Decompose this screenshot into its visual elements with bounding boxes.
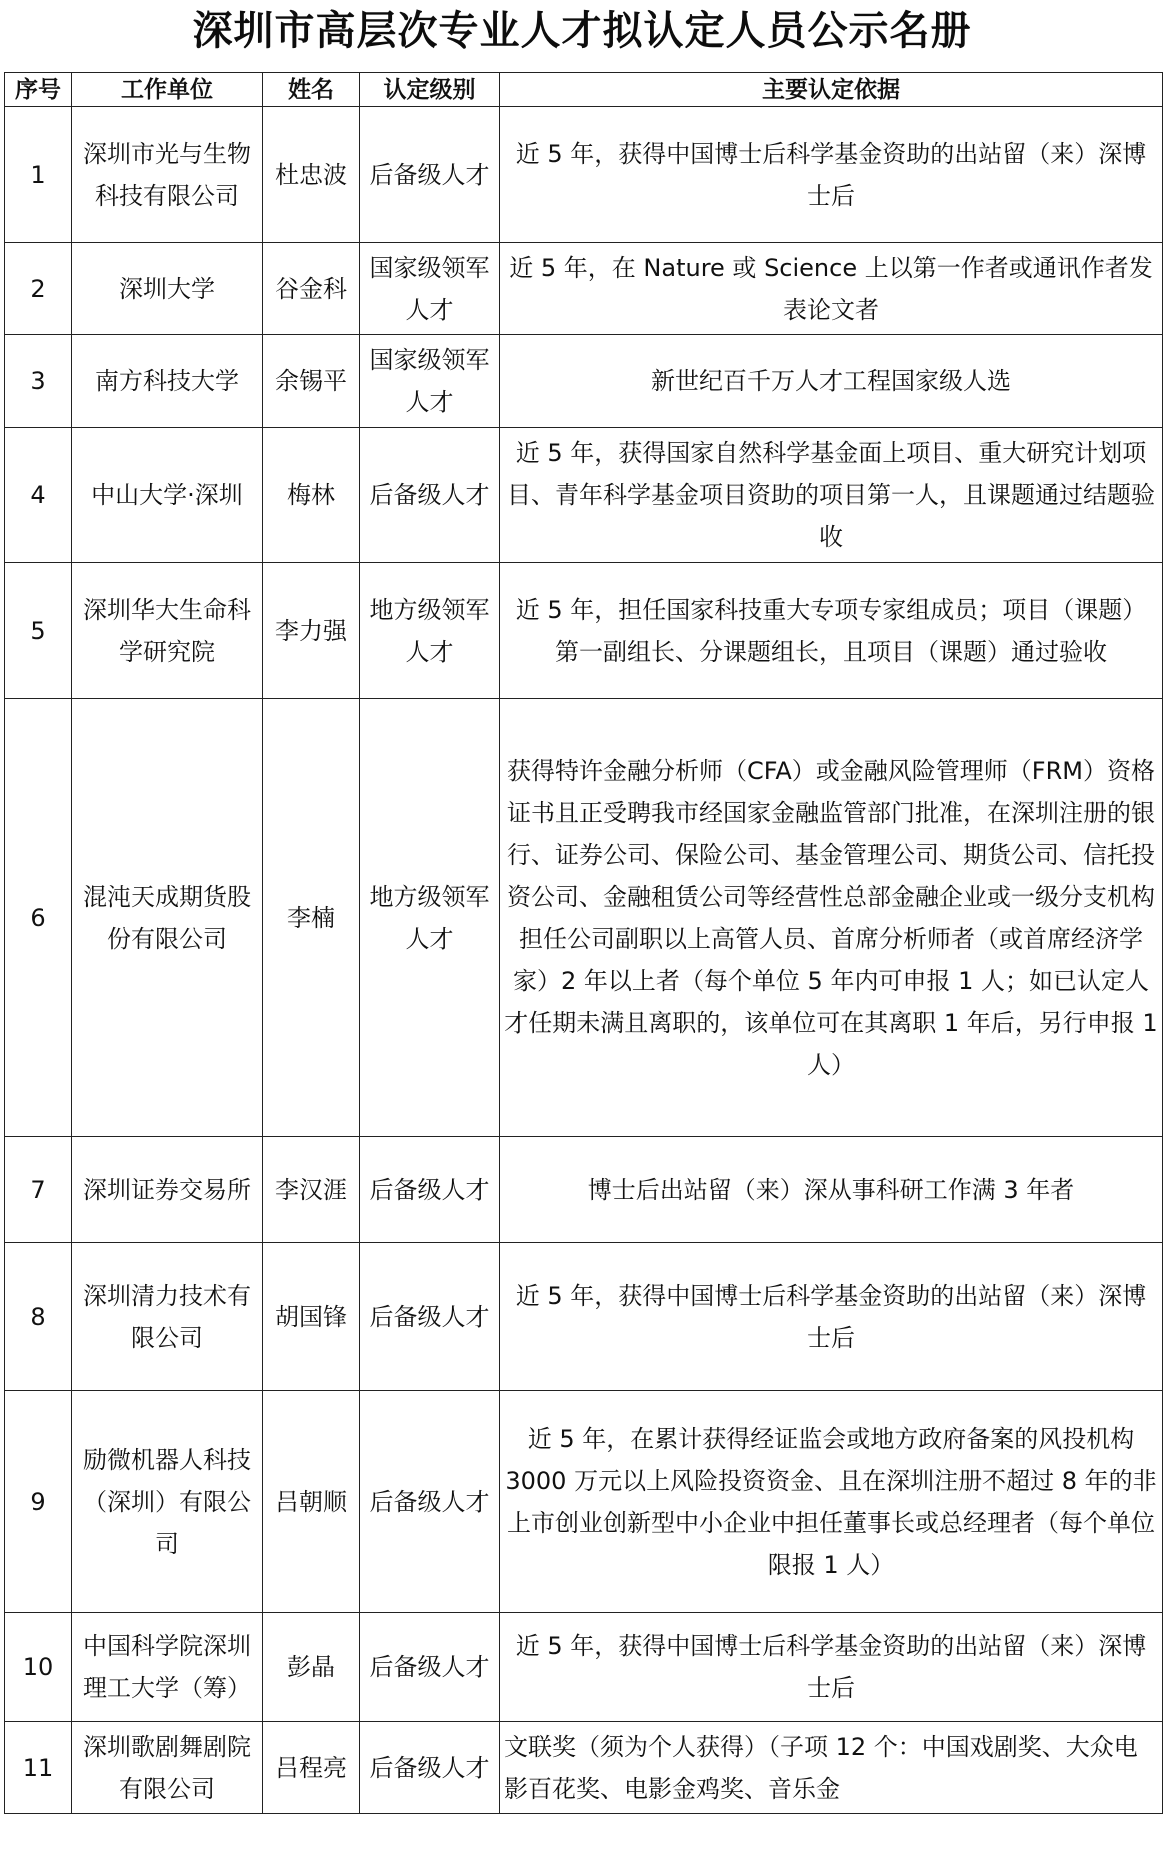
row-unit: 励微机器人科技（深圳）有限公司	[72, 1391, 263, 1613]
header-name: 姓名	[263, 73, 360, 107]
row-basis: 获得特许金融分析师（CFA）或金融风险管理师（FRM）资格证书且正受聘我市经国家金融监管部门批准，在深圳注册的银行、证券公司、保险公司、基金管理公司、期货公司、信托投资公司、金融租赁公司等经营性总部金融企业或一级分支机构担任公司副职以上高管人员、首席分析师者（或首席经济学家）2 年以上者（每个单位 5 年内可申报 1 人；如已认定人才任期未满且离职的，该单位可在其离职 1 年后，另行申报 1 人）	[500, 699, 1163, 1137]
row-basis: 近 5 年，在 Nature 或 Science 上以第一作者或通讯作者发表论文者	[500, 243, 1163, 335]
row-no: 3	[5, 335, 72, 428]
row-unit: 深圳华大生命科学研究院	[72, 563, 263, 699]
table-row	[5, 428, 1163, 563]
row-basis: 近 5 年，在累计获得经证监会或地方政府备案的风投机构 3000 万元以上风险投资资金、且在深圳注册不超过 8 年的非上市创业创新型中小企业中担任董事长或总经理者（每个单位限报 1 人）	[500, 1391, 1163, 1613]
row-level: 国家级领军人才	[360, 335, 500, 428]
row-name: 胡国锋	[263, 1243, 360, 1391]
row-basis: 近 5 年，获得中国博士后科学基金资助的出站留（来）深博士后	[500, 1613, 1163, 1722]
table-row	[5, 563, 1163, 699]
row-level: 后备级人才	[360, 428, 500, 563]
row-no: 7	[5, 1137, 72, 1243]
table-row	[5, 335, 1163, 428]
row-basis: 博士后出站留（来）深从事科研工作满 3 年者	[500, 1137, 1163, 1243]
row-basis: 近 5 年，获得国家自然科学基金面上项目、重大研究计划项目、青年科学基金项目资助的项目第一人，且课题通过结题验收	[500, 428, 1163, 563]
table-row	[5, 1722, 1163, 1814]
header-basis: 主要认定依据	[500, 73, 1163, 107]
table-row	[5, 699, 1163, 1137]
row-level: 后备级人才	[360, 1243, 500, 1391]
row-name: 李力强	[263, 563, 360, 699]
document-title: 深圳市高层次专业人才拟认定人员公示名册	[192, 7, 972, 54]
row-unit: 南方科技大学	[72, 335, 263, 428]
row-no: 10	[5, 1613, 72, 1722]
roster-table	[4, 72, 1163, 1814]
row-unit: 中国科学院深圳理工大学（筹）	[72, 1613, 263, 1722]
row-name: 李汉涯	[263, 1137, 360, 1243]
row-no: 4	[5, 428, 72, 563]
row-basis: 近 5 年，担任国家科技重大专项专家组成员；项目（课题）第一副组长、分课题组长，且项目（课题）通过验收	[500, 563, 1163, 699]
row-name: 梅林	[263, 428, 360, 563]
table-row	[5, 1243, 1163, 1391]
row-name: 吕朝顺	[263, 1391, 360, 1613]
row-name: 余锡平	[263, 335, 360, 428]
row-level: 后备级人才	[360, 1722, 500, 1814]
row-no: 5	[5, 563, 72, 699]
row-basis: 近 5 年，获得中国博士后科学基金资助的出站留（来）深博士后	[500, 1243, 1163, 1391]
row-level: 地方级领军人才	[360, 699, 500, 1137]
row-no: 2	[5, 243, 72, 335]
table-row	[5, 1613, 1163, 1722]
row-no: 8	[5, 1243, 72, 1391]
row-no: 9	[5, 1391, 72, 1613]
row-level: 后备级人才	[360, 1613, 500, 1722]
row-name: 谷金科	[263, 243, 360, 335]
row-unit: 深圳清力技术有限公司	[72, 1243, 263, 1391]
row-unit: 深圳证券交易所	[72, 1137, 263, 1243]
table-row	[5, 107, 1163, 243]
row-unit: 中山大学·深圳	[72, 428, 263, 563]
row-name: 李楠	[263, 699, 360, 1137]
row-unit: 混沌天成期货股份有限公司	[72, 699, 263, 1137]
table-row	[5, 1137, 1163, 1243]
table-row	[5, 243, 1163, 335]
row-level: 后备级人才	[360, 1391, 500, 1613]
header-level: 认定级别	[360, 73, 500, 107]
table-row	[5, 1391, 1163, 1613]
row-unit: 深圳市光与生物科技有限公司	[72, 107, 263, 243]
row-level: 后备级人才	[360, 107, 500, 243]
row-name: 吕程亮	[263, 1722, 360, 1814]
row-level: 后备级人才	[360, 1137, 500, 1243]
header-row	[5, 73, 1163, 107]
row-no: 11	[5, 1722, 72, 1814]
row-unit: 深圳大学	[72, 243, 263, 335]
row-basis: 文联奖（须为个人获得）（子项 12 个：中国戏剧奖、大众电影百花奖、电影金鸡奖、音乐金	[500, 1722, 1163, 1814]
row-name: 彭晶	[263, 1613, 360, 1722]
row-no: 1	[5, 107, 72, 243]
header-unit: 工作单位	[72, 73, 263, 107]
row-unit: 深圳歌剧舞剧院有限公司	[72, 1722, 263, 1814]
row-basis: 近 5 年，获得中国博士后科学基金资助的出站留（来）深博士后	[500, 107, 1163, 243]
row-level: 地方级领军人才	[360, 563, 500, 699]
row-name: 杜忠波	[263, 107, 360, 243]
header-no: 序号	[5, 73, 72, 107]
row-level: 国家级领军人才	[360, 243, 500, 335]
row-basis: 新世纪百千万人才工程国家级人选	[500, 335, 1163, 428]
row-no: 6	[5, 699, 72, 1137]
